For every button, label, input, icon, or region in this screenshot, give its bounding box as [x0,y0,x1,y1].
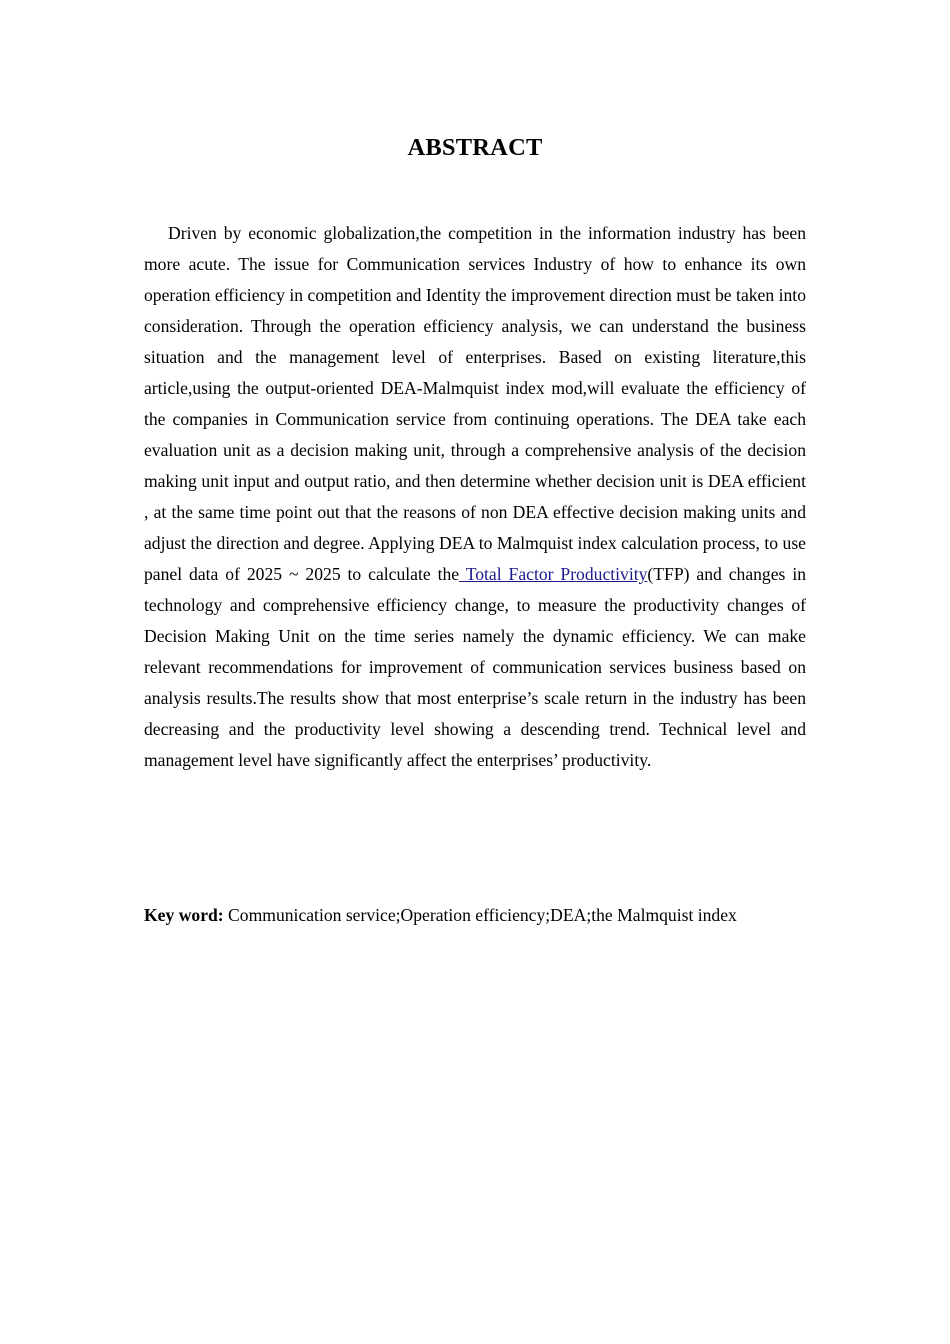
abstract-text-part-2: (TFP) and changes in technology and comprehensive efficiency change, to measure the productivity changes of Decision Making Unit on the time series namely the dynamic efficiency. We can make relevant recommendations for improvement of communication services business based on analysis results.The results show that most enterprise’s scale return in the industry has been decreasing and the productivity level showing a descending trend. Technical level and management level have significantly affect the enterprises’ productivity. [144,564,807,770]
abstract-text-part-1: Driven by economic globalization,the competition in the information industry has been more acute. The issue for Communication services Industry of how to enhance its own operation efficiency in competition and Identity the improvement direction must be taken into consideration. Through the operation efficiency analysis, we can understand the business situation and the management level of enterprises. Based on existing literature,this article,using the output-oriented DEA-Malmquist index mod,will evaluate the efficiency of the companies in Communication service from continuing operations. The DEA take each evaluation unit as a decision making unit, through a comprehensive analysis of the decision making unit input and output ratio, and then determine whether decision unit is DEA efficient , at the same time point out that the reasons of non DEA effective decision making units and adjust the direction and degree. Applying DEA to Malmquist index calculation process, to use panel data of 2025 ~ 2025 to calculate the [144,223,806,584]
keywords-text: Communication service;Operation efficiency;DEA;the Malmquist index [223,905,737,925]
total-factor-productivity-link[interactable]: Total Factor Productivity [459,564,648,584]
abstract-title: ABSTRACT [407,134,543,161]
keywords-label: Key word: [144,905,224,925]
keywords-line [144,900,864,931]
abstract-paragraph [144,218,806,776]
